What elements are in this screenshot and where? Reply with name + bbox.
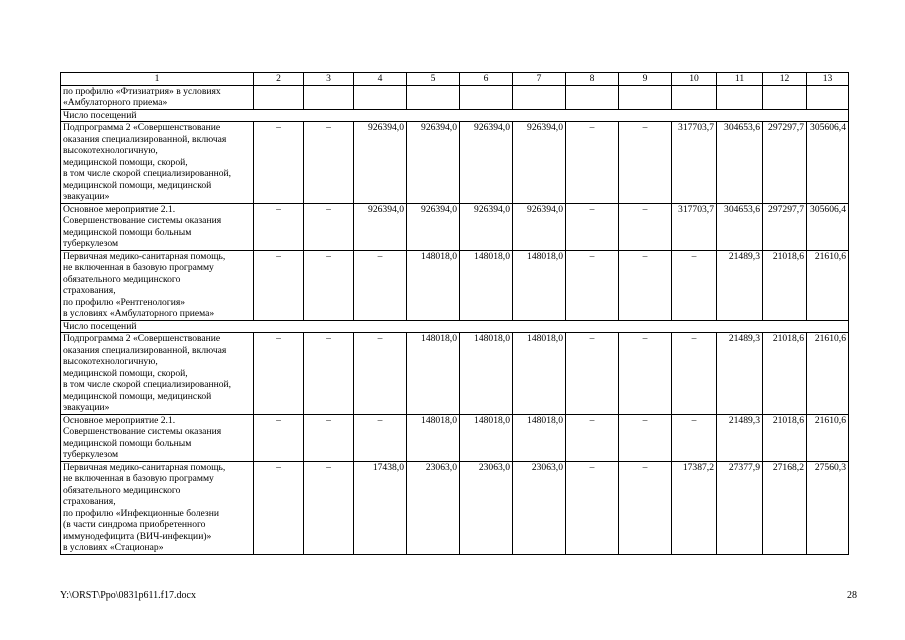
table-cell: 926394,0 <box>354 122 407 204</box>
column-header: 10 <box>672 73 717 86</box>
table-cell: – <box>304 250 354 320</box>
table-cell: – <box>254 333 304 415</box>
table-cell: – <box>619 250 672 320</box>
table-cell: 926394,0 <box>354 203 407 250</box>
table-cell: 21610,6 <box>807 333 849 415</box>
table-cell: – <box>304 461 354 554</box>
table-cell: 21489,3 <box>717 250 763 320</box>
table-cell: 148018,0 <box>460 250 513 320</box>
section-label: Число посещений <box>61 109 849 122</box>
table-cell: 27168,2 <box>763 461 807 554</box>
column-header: 2 <box>254 73 304 86</box>
table-cell <box>566 85 619 109</box>
table-cell: 21018,6 <box>763 414 807 461</box>
table-cell: – <box>566 333 619 415</box>
table-cell: 304653,6 <box>717 122 763 204</box>
table-cell: – <box>354 250 407 320</box>
table-cell: 926394,0 <box>460 122 513 204</box>
table-cell <box>460 85 513 109</box>
table-cell: 148018,0 <box>407 333 460 415</box>
table-cell <box>254 85 304 109</box>
table-cell: 926394,0 <box>407 203 460 250</box>
table-cell: 21018,6 <box>763 333 807 415</box>
table-cell: 297297,7 <box>763 122 807 204</box>
table-cell: 926394,0 <box>460 203 513 250</box>
column-header: 1 <box>61 73 254 86</box>
table-cell: 23063,0 <box>407 461 460 554</box>
row-description: Первичная медико-санитарная помощь, не включенная в базовую программу обязательного медицинского страхования, по профилю «Рентгенология» в условиях «Амбулаторного приема» <box>61 250 254 320</box>
table-cell: 148018,0 <box>460 333 513 415</box>
file-path: Y:\ORST\Ppo\0831p611.f17.docx <box>60 590 196 601</box>
column-header: 13 <box>807 73 849 86</box>
table-cell: 317703,7 <box>672 203 717 250</box>
table-cell: – <box>619 461 672 554</box>
column-header: 3 <box>304 73 354 86</box>
table-cell: 297297,7 <box>763 203 807 250</box>
table-cell: 21610,6 <box>807 414 849 461</box>
table-cell <box>672 85 717 109</box>
table-row <box>61 203 849 250</box>
table-cell: 17387,2 <box>672 461 717 554</box>
column-header: 8 <box>566 73 619 86</box>
row-description: Основное мероприятие 2.1. Совершенствование системы оказания медицинской помощи больным туберкулезом <box>61 414 254 461</box>
table-row <box>61 414 849 461</box>
table-cell: 23063,0 <box>460 461 513 554</box>
table-cell: 926394,0 <box>513 122 566 204</box>
column-header: 12 <box>763 73 807 86</box>
table-row <box>61 85 849 109</box>
table-cell: – <box>254 250 304 320</box>
table-cell <box>513 85 566 109</box>
table-cell: – <box>254 122 304 204</box>
column-header: 9 <box>619 73 672 86</box>
table-cell <box>619 85 672 109</box>
table-cell <box>354 85 407 109</box>
column-header: 7 <box>513 73 566 86</box>
table-cell: 21489,3 <box>717 333 763 415</box>
table-cell: – <box>304 414 354 461</box>
table-cell: – <box>566 122 619 204</box>
table-row <box>61 109 849 122</box>
table-cell: 317703,7 <box>672 122 717 204</box>
column-header: 4 <box>354 73 407 86</box>
table-cell: 305606,4 <box>807 122 849 204</box>
table-cell: – <box>566 414 619 461</box>
table-cell: 27560,3 <box>807 461 849 554</box>
table-cell: 21610,6 <box>807 250 849 320</box>
table-cell <box>763 85 807 109</box>
table-cell <box>407 85 460 109</box>
table-cell: 23063,0 <box>513 461 566 554</box>
table-cell: – <box>566 250 619 320</box>
table-cell: – <box>254 414 304 461</box>
table-cell <box>807 85 849 109</box>
row-description: по профилю «Фтизиатрия» в условиях «Амбулаторного приема» <box>61 85 254 109</box>
table-cell: 148018,0 <box>513 414 566 461</box>
row-description: Первичная медико-санитарная помощь, не включенная в базовую программу обязательного медицинского страхования, по профилю «Инфекционные болезни (в части синдрома приобретенного иммунодефицита (ВИЧ-инфекции)» в условиях «Стационар» <box>61 461 254 554</box>
table-cell: – <box>619 122 672 204</box>
table-cell: – <box>672 250 717 320</box>
table-cell: 305606,4 <box>807 203 849 250</box>
column-header: 11 <box>717 73 763 86</box>
page-number: 28 <box>847 590 857 601</box>
table-cell: 21489,3 <box>717 414 763 461</box>
table-cell: 148018,0 <box>407 414 460 461</box>
table-row <box>61 320 849 333</box>
table-cell: 21018,6 <box>763 250 807 320</box>
table-cell: – <box>619 333 672 415</box>
column-header: 6 <box>460 73 513 86</box>
table-cell: – <box>672 414 717 461</box>
table-cell: – <box>354 333 407 415</box>
row-description: Подпрограмма 2 «Совершенствование оказания специализированной, включая высокотехнологичную, медицинской помощи, скорой, в том числе скорой специализированной, медицинской помощи, медицинской эвакуации» <box>61 333 254 415</box>
column-header: 5 <box>407 73 460 86</box>
section-label: Число посещений <box>61 320 849 333</box>
table-row <box>61 333 849 415</box>
table-cell: 926394,0 <box>407 122 460 204</box>
table-cell: – <box>354 414 407 461</box>
table-cell: 304653,6 <box>717 203 763 250</box>
table-cell: – <box>566 461 619 554</box>
table-cell <box>304 85 354 109</box>
table-cell: 148018,0 <box>513 250 566 320</box>
table-cell: – <box>566 203 619 250</box>
row-description: Основное мероприятие 2.1. Совершенствование системы оказания медицинской помощи больным туберкулезом <box>61 203 254 250</box>
table-cell: – <box>304 333 354 415</box>
header-row <box>61 73 849 86</box>
table-cell: 17438,0 <box>354 461 407 554</box>
table-cell: – <box>672 333 717 415</box>
table-cell: – <box>619 203 672 250</box>
table-cell: 148018,0 <box>513 333 566 415</box>
budget-table <box>60 72 849 555</box>
row-description: Подпрограмма 2 «Совершенствование оказания специализированной, включая высокотехнологичную, медицинской помощи, скорой, в том числе скорой специализированной, медицинской помощи, медицинской эвакуации» <box>61 122 254 204</box>
table-cell: 27377,9 <box>717 461 763 554</box>
table-cell: – <box>619 414 672 461</box>
table-cell: – <box>254 203 304 250</box>
table-cell: – <box>254 461 304 554</box>
table-cell: – <box>304 122 354 204</box>
table-row <box>61 250 849 320</box>
table-row <box>61 122 849 204</box>
table-cell: 148018,0 <box>407 250 460 320</box>
table-cell: 148018,0 <box>460 414 513 461</box>
table-cell: 926394,0 <box>513 203 566 250</box>
table-cell <box>717 85 763 109</box>
table-row <box>61 461 849 554</box>
table-cell: – <box>304 203 354 250</box>
